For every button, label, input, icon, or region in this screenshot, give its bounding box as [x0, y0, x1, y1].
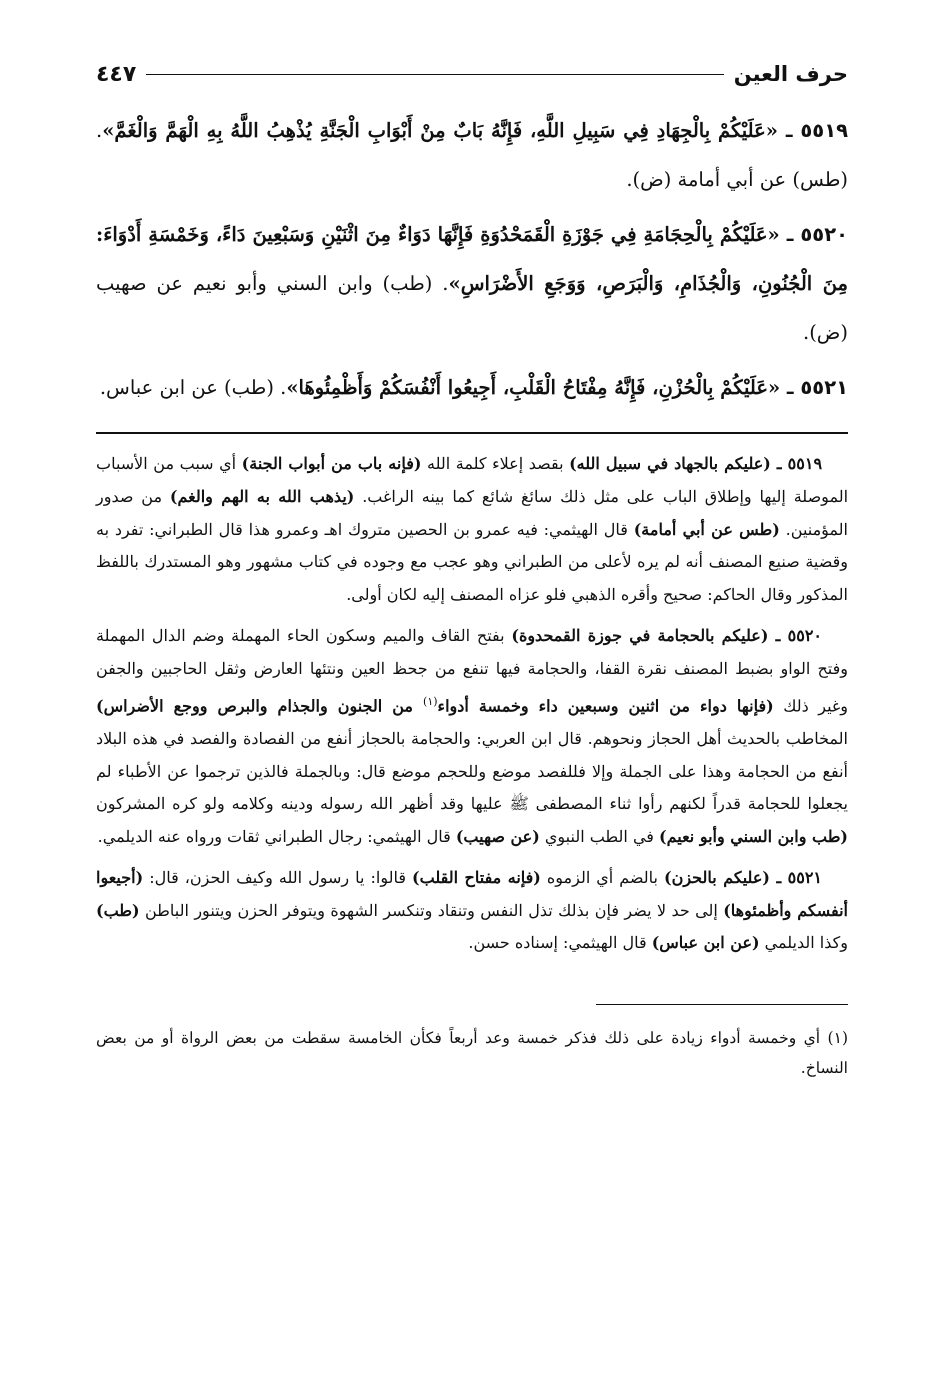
section-divider	[96, 432, 848, 434]
hadith-entry-5519	[96, 106, 848, 204]
commentary-text: قال الهيثمي: إسناده حسن.	[468, 933, 652, 953]
commentary-quote: (طب وابن السني وأبو نعيم)	[659, 827, 848, 847]
commentary-quote: من الجنون والجذام والبرص ووجع الأضراس)	[96, 695, 424, 715]
page	[96, 52, 848, 1083]
hadith-entry-5521	[96, 363, 848, 412]
commentary-text: وكذا الديلمي	[759, 933, 848, 953]
hadith-text-section	[96, 106, 848, 412]
commentary-text: إلى حد لا يضر فإن بذلك تذل النفس وتنقاد وتنكسر الشهوة ويتوفر الحزن ويتنور الباطن	[139, 900, 724, 920]
commentary-5519	[96, 448, 848, 612]
commentary-quote: (طب)	[96, 900, 140, 920]
commentary-quote: (عن ابن عباس)	[651, 933, 760, 953]
commentary-text: بالضم أي الزموه	[540, 867, 665, 887]
commentary-5521	[96, 862, 848, 960]
commentary-quote: (يذهب الله به الهم والغم)	[169, 486, 355, 506]
commentary-quote: (طس عن أبي أمامة)	[633, 519, 780, 539]
commentary-text: بفتح القاف والميم وسكون الحاء المهملة وضم الدال المهملة وفتح الواو بضبط المصنف نقرة القفا، والحجامة فيها تنفع من جحظ العين ونتئها العارض وثقل الحاجبين والجفن وغير ذلك	[96, 625, 849, 715]
footnote-1: (١) أي وخمسة أدواء زيادة على ذلك فذكر خمسة وعد أربعاً فكأن الخامسة سقطت من بعض الرواة أو من بعض النساخ.	[96, 1029, 848, 1078]
header-rule	[146, 74, 723, 75]
hadith-number: ٥٥١٩ ـ	[777, 119, 848, 142]
commentary-text: من صدور المؤمنين.	[96, 486, 849, 539]
hadith-source: . (طب) عن ابن عباس.	[99, 376, 287, 399]
commentary-quote: ٥٥٢١ ـ (عليكم بالحزن)	[664, 867, 823, 887]
hadith-source: . (طس) عن أبي أمامة (ض).	[96, 119, 848, 191]
hadith-number: ٥٥٢٠ ـ	[779, 223, 848, 246]
hadith-number: ٥٥٢١ ـ	[780, 376, 848, 399]
commentary-quote: (عن صهيب)	[455, 827, 540, 847]
page-number: ٤٤٧	[96, 61, 137, 87]
commentary-5520	[96, 620, 848, 854]
commentary-text: قالوا: يا رسول الله وكيف الحزن، قال:	[143, 867, 413, 887]
commentary-text: أي سبب من الأسباب الموصلة إليها وإطلاق الباب على مثل ذلك سائغ شائع كما بينه الراغب.	[96, 454, 849, 506]
commentary-text: المخاطب بالحديث أهل الحجاز ونحوهم. قال ابن العربي: والحجامة بالحجاز أنفع من الفصادة والفصد في هذه البلاد أنفع من الحجامة وهذا على الجملة وإلا فللفصد موضع وللحجم موضع قال: وبالجملة فالذين ترجموا عن الأطباء لم يجعلوا للحجامة قدراً لكنهم رأوا ثناء المصطفى ﷺ عليها وقد أظهر الله رسوله ودينه وكلامه ولو كره المشركون	[96, 728, 848, 814]
commentary-quote: (فإنها دواء من اثنين وسبعين داء وخمسة أدواء	[437, 695, 774, 715]
commentary-text: قال الهيثمي: فيه عمرو بن الحصين متروك اهـ وعمرو هذا قال الطبراني: تفرد به وقضية صنيع المصنف أنه لم يره لأعلى من الطبراني وهو عجب مع وجوده في كتاب مشهور وهو المستدرك باللفظ المذكور وقال الحاكم: صحيح وأقره الذهبي فلو عزاه المصنف إليه لكان أولى.	[96, 519, 848, 605]
hadith-source: . (طب) وابن السني وأبو نعيم عن صهيب (ض).	[96, 272, 848, 344]
commentary-quote: (أجيعوا أنفسكم وأظمئوها)	[96, 867, 849, 920]
commentary-text: بقصد إعلاء كلمة الله	[421, 454, 570, 473]
commentary-section	[96, 448, 848, 960]
footnote-ref[interactable]: (١)	[423, 694, 438, 708]
chapter-title: حرف العين	[733, 62, 848, 86]
hadith-text: «عَلَيْكُمْ بِالْحِجَامَةِ فِي جَوْزَةِ الْقَمَحْدُوَةِ فَإِنَّهَا دَوَاءٌ مِنَ اثْنَيْنِ وَسَبْعِينَ دَاءً، وَخَمْسَةِ أَدْوَاءَ: مِنَ الْجُنُونِ، وَالْجُذَامِ، وَالْبَرَصِ، وَوَجَعِ الأَضْرَاسِ»	[96, 223, 848, 295]
commentary-text: في الطب النبوي	[539, 827, 660, 847]
commentary-quote: (فإنه باب من أبواب الجنة)	[241, 454, 422, 473]
commentary-quote: ٥٥١٩ ـ (عليكم بالجهاد في سبيل الله)	[569, 454, 823, 473]
hadith-text: «عَلَيْكُمْ بِالْحُزْنِ، فَإِنَّهُ مِفْتَاحُ الْقَلْبِ، أَجِيعُوا أَنْفُسَكُمْ وَأَظْمِئُوهَا»	[286, 376, 781, 399]
commentary-quote: (فإنه مفتاح القلب)	[412, 867, 541, 887]
hadith-entry-5520	[96, 210, 848, 357]
running-header	[96, 52, 848, 96]
commentary-quote: ٥٥٢٠ ـ (عليكم بالحجامة في جوزة القمحدوة)	[511, 625, 823, 645]
hadith-text: «عَلَيْكُمْ بِالْجِهَادِ فِي سَبِيلِ اللَّهِ، فَإِنَّهُ بَابٌ مِنْ أَبْوَابِ الْجَنَّةِ يُذْهِبُ اللَّهُ بِهِ الْهَمَّ وَالْغَمَّ»	[102, 119, 778, 142]
footnote-divider	[596, 1004, 848, 1005]
commentary-text: قال الهيثمي: رجال الطبراني ثقات ورواه عنه الديلمي.	[97, 827, 456, 847]
footnote-section	[96, 1023, 848, 1083]
